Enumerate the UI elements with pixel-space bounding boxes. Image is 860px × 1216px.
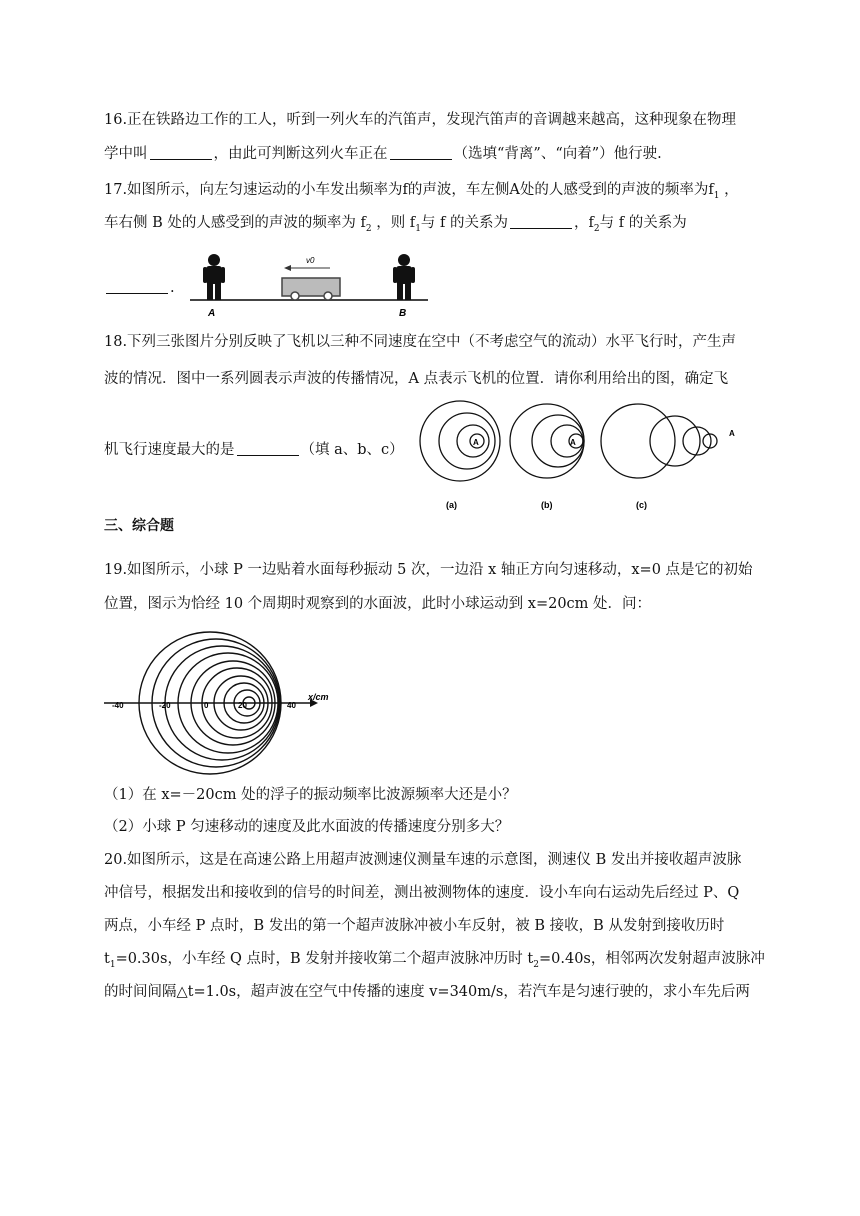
q19-figure (104, 628, 344, 778)
q18-line3 (104, 440, 404, 460)
q19-sub2: （2）小球 P 匀速移动的速度及此水面波的传播速度分别多大？ (104, 819, 510, 835)
q20-sub-1: 1 (109, 959, 116, 970)
q18-line1: 18.下列三张图片分别反映了飞机以三种不同速度在空中（不考虑空气的流动）水平飞行时，产生声 (104, 334, 737, 350)
diagram-c-label: (c) (636, 500, 647, 510)
diagram-a-point: A (473, 438, 479, 447)
q17-line2 (104, 213, 687, 239)
tick-20: 20 (238, 701, 247, 710)
q16-blank-1[interactable] (150, 145, 212, 160)
q16-line2 (104, 144, 662, 164)
tick-0: 0 (204, 701, 209, 710)
q17-period: . (170, 280, 175, 296)
tick-neg40: -40 (112, 701, 124, 710)
q20-text-b: =0.30s，小车经 Q 点时，B 发射并接收第二个超声波脉冲历时 t (115, 951, 534, 967)
q18-text-b: （填 a、b、c） (300, 442, 404, 458)
q17-sub-3: 1 (415, 223, 421, 234)
tick-40: 40 (287, 701, 296, 710)
diagram-c (601, 404, 717, 478)
q17-sub-2: 2 (365, 223, 372, 234)
q17-text-c: 车右侧 B 处的人感受到的声波的频率为 f (104, 215, 366, 231)
diagram-a (420, 401, 500, 481)
q19-sub1: （1）在 x=－20cm 处的浮子的振动频率比波源频率大还是小？ (104, 787, 517, 803)
q16-blank-2[interactable] (390, 145, 452, 160)
q18-text-a: 机飞行速度最大的是 (104, 442, 235, 458)
q19-line2: 位置，图示为恰经 10 个周期时观察到的水面波，此时小球运动到 x=20cm 处．问： (104, 596, 652, 612)
q20-line1: 20.如图所示，这是在高速公路上用超声波测速仪测量车速的示意图，测速仪 B 发出并接收超声波脉 (104, 852, 742, 868)
person-a-icon (203, 254, 225, 300)
q18-blank[interactable] (237, 441, 299, 456)
q20-line5: 的时间间隔△t=1.0s，超声波在空气中传播的速度 v=340m/s，若汽车是匀速行驶的，求小车先后两 (104, 984, 750, 1000)
q17-blank-2[interactable] (106, 279, 168, 294)
velocity-arrow-icon (284, 265, 330, 271)
q20-text-c: =0.40s，相邻两次发射超声波脉冲 (538, 951, 765, 967)
q16-text-c: （选填“背离”、“向着”）他行驶. (453, 146, 662, 162)
diagram-b-point: A (570, 438, 576, 447)
diagram-b-label: (b) (541, 500, 553, 510)
q17-blank-1[interactable] (510, 214, 572, 229)
label-a: A (208, 308, 216, 319)
q19-line1: 19.如图所示，小球 P 一边贴着水面每秒振动 5 次，一边沿 x 轴正方向匀速移动，x=0 点是它的初始 (104, 562, 753, 578)
q17-text-d: ，则 f (376, 215, 416, 231)
q16-text-a: 学中叫 (104, 146, 148, 162)
q20-text-a: t (104, 951, 110, 967)
axis-label: x/cm (308, 692, 329, 702)
cart-icon (282, 278, 340, 300)
person-b-icon (393, 254, 415, 300)
diagram-c-point: A (729, 429, 735, 438)
q16-line1: 16.正在铁路边工作的工人，听到一列火车的汽笛声，发现汽笛声的音调越来越高，这种现象在物理 (104, 112, 737, 128)
diagram-a-label: (a) (446, 500, 457, 510)
q17-sub-1: 1 (713, 190, 720, 201)
q20-line4 (104, 949, 765, 975)
q17-sub-4: 2 (593, 223, 600, 234)
q17-text-a: 17.如图所示，向左匀速运动的小车发出频率为f的声波，车左侧A处的人感受到的声波的频率为f (104, 182, 714, 198)
label-b: B (399, 308, 407, 319)
q16-text-b: ，由此可判断这列火车正在 (213, 146, 388, 162)
q20-line2: 冲信号，根据发出和接收到的信号的时间差，测出被测物体的速度．设小车向右运动先后经过 P、Q (104, 885, 740, 901)
q18-line2: 波的情况．图中一系列圆表示声波的传播情况，A 点表示飞机的位置．请你利用给出的图，确定飞 (104, 371, 729, 387)
q17-line1 (104, 180, 739, 206)
q17-text-e: 与 f 的关系为 (420, 215, 509, 231)
tick-neg20: -20 (159, 701, 171, 710)
q18-figure (410, 398, 755, 516)
q17-line3 (104, 278, 175, 298)
q20-line3: 两点，小车经 P 点时，B 发出的第一个超声波脉冲被小车反射，被 B 接收，B 从发射到接收历时 (104, 918, 725, 934)
q17-figure (190, 250, 430, 320)
q17-text-g: 与 f 的关系为 (599, 215, 687, 231)
q17-text-f: ，f (574, 215, 594, 231)
q17-text-b: ， (724, 182, 739, 198)
label-v0: v0 (306, 256, 315, 265)
q20-sub-2: 2 (533, 959, 539, 970)
section-title: 三、综合题 (104, 518, 174, 534)
